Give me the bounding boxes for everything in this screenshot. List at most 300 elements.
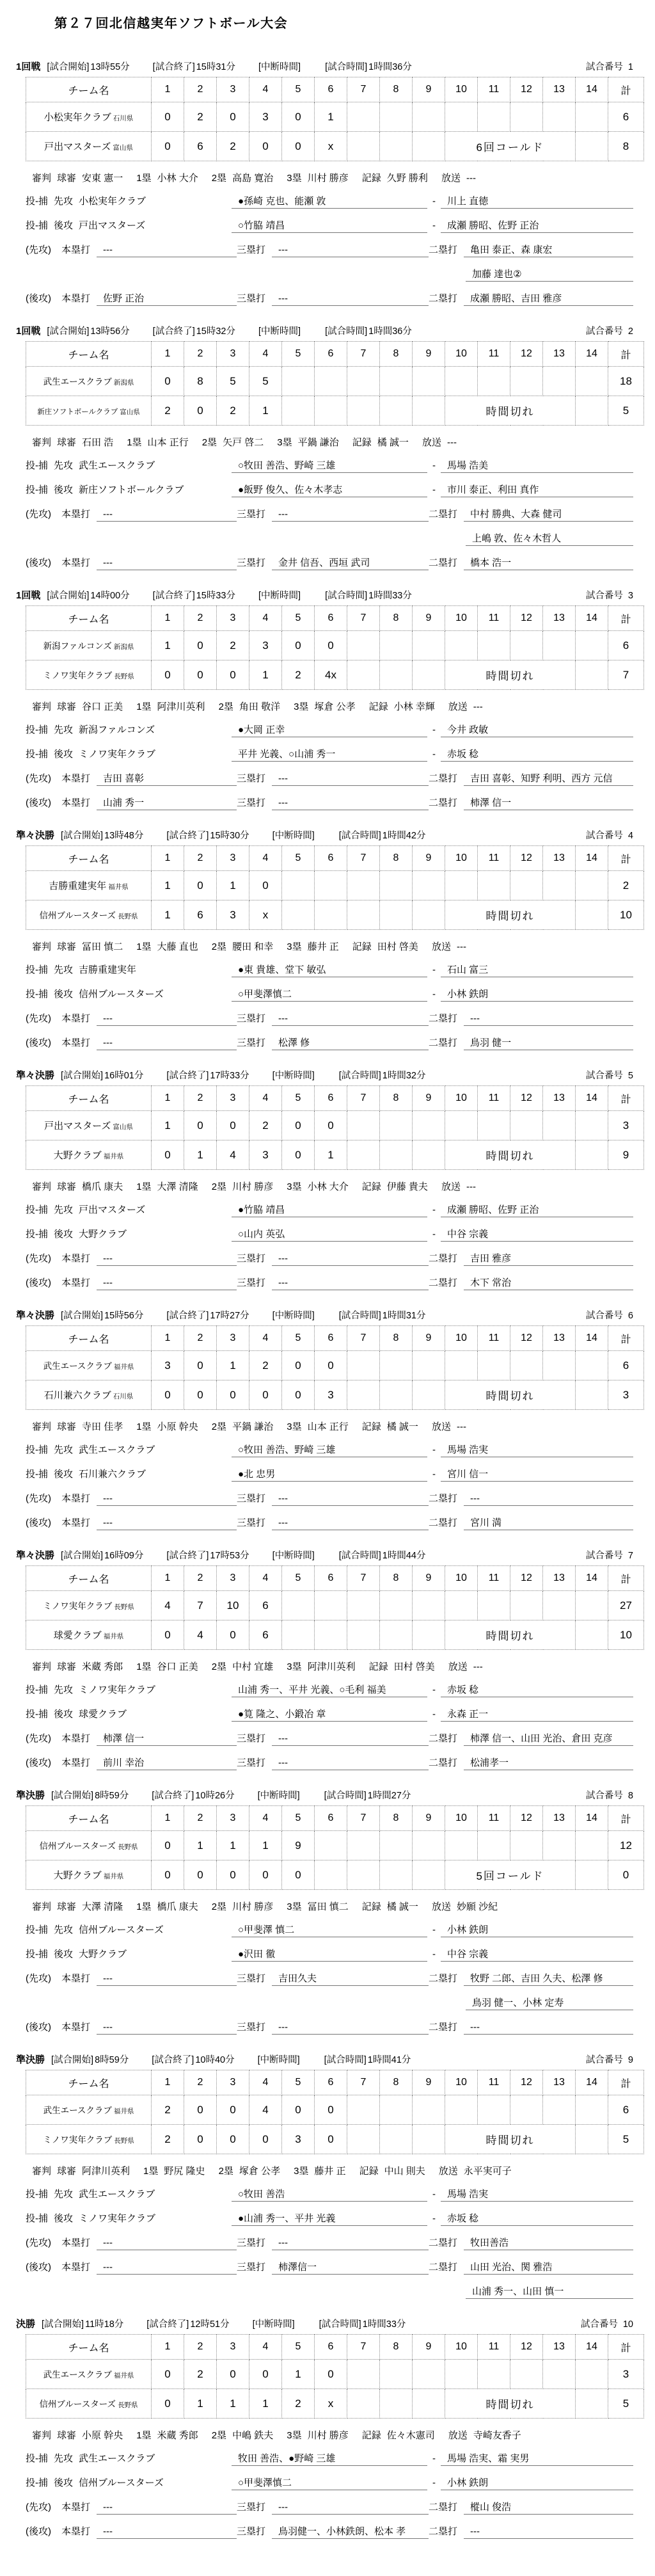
team-name-cell — [26, 1860, 152, 1890]
hr-names: --- — [97, 244, 237, 257]
game-number-value: 5 — [627, 1071, 633, 1081]
duration-pair — [319, 2317, 406, 2330]
team-name-cell — [26, 1620, 152, 1650]
inning-header-cell: 9 — [413, 342, 445, 367]
end-time-pair — [153, 324, 235, 337]
inning-header-cell: 3 — [217, 1086, 249, 1111]
game-number-label: 試合番号 — [585, 1791, 623, 1801]
double-names: --- — [464, 2525, 633, 2539]
first-base-name: 大澤 清隆 — [157, 1181, 198, 1192]
team-name: 武生エースクラブ — [43, 2370, 112, 2380]
catchers-field: 中谷 宗義 — [441, 1948, 633, 1962]
plate-umpire-name: 谷口 正美 — [82, 701, 123, 712]
second-base-label: 2塁 — [211, 173, 227, 184]
double-label: 二塁打 — [429, 2526, 458, 2537]
inning-score-cell: 0 — [282, 102, 315, 132]
inning-score-cell: 4 — [217, 1140, 249, 1170]
battery-left-bottom — [26, 220, 232, 232]
battery-left-top — [26, 2452, 232, 2465]
battery-side: 先攻 — [54, 196, 74, 207]
hr-label: 本塁打 — [61, 2526, 91, 2537]
team-prefecture: 石川県 — [113, 1393, 134, 1400]
team-name-cell — [26, 396, 152, 426]
double-label: 二塁打 — [429, 1973, 458, 1984]
hr-names: --- — [97, 2501, 237, 2515]
announcer-label: 放送 — [422, 437, 441, 448]
umpire-label: 審判 — [32, 941, 52, 952]
start-time-value: 14時00分 — [90, 591, 130, 601]
team-name: 武生エースクラブ — [43, 1361, 112, 1371]
total-header: 計 — [608, 2070, 644, 2095]
double-names: 成瀬 勝昭、吉田 雅彦 — [464, 292, 633, 306]
hr-names: --- — [97, 2021, 237, 2035]
battery-line-top — [26, 1444, 633, 1457]
inning-score-cell — [445, 102, 478, 132]
team-name-cell — [26, 367, 152, 396]
inning-score-cell: 3 — [217, 900, 249, 930]
hits-line-bottom — [26, 1517, 633, 1530]
team-name: 吉勝重建実年 — [49, 881, 107, 892]
triple-names: --- — [272, 1492, 429, 1506]
end-time-label: [試合終了] — [166, 1551, 209, 1561]
team-name: ミノワ実年クラブ — [43, 1601, 113, 1611]
battery-side: 先攻 — [54, 1204, 74, 1215]
triple-label: 三塁打 — [237, 2526, 266, 2537]
hits-side-label: (後攻) — [26, 2262, 51, 2273]
battery-label: 投-捕 — [26, 460, 48, 471]
double-label: 二塁打 — [429, 1757, 458, 1768]
start-time-pair — [61, 1548, 143, 1562]
inning-header-cell: 8 — [380, 1566, 413, 1591]
inning-score-cell: 0 — [217, 660, 249, 690]
catchers-field: 赤坂 稔 — [441, 2212, 633, 2226]
team-name-header: チーム名 — [26, 77, 152, 102]
game-block — [16, 2052, 633, 2299]
scorer-name: 橘 誠一 — [386, 1421, 418, 1432]
inning-score-cell: 1 — [315, 102, 347, 132]
inning-header-cell: 8 — [380, 1326, 413, 1351]
inning-header-cell: 3 — [217, 2070, 249, 2095]
interrupt-pair — [272, 1068, 316, 1082]
game-number-value: 4 — [627, 831, 633, 841]
inning-score-cell — [380, 2389, 413, 2419]
battery-dash: - — [432, 2477, 436, 2488]
inning-score-cell: 0 — [249, 2125, 282, 2154]
inning-header-cell: 7 — [347, 846, 380, 871]
battery-dash: - — [432, 749, 436, 760]
triple-names: --- — [272, 508, 429, 522]
game-header — [16, 1788, 633, 1802]
battery-dash: - — [432, 484, 436, 495]
end-time-pair — [152, 2052, 234, 2066]
announcer-name: --- — [466, 1181, 476, 1192]
team-prefecture: 福井県 — [113, 2372, 134, 2380]
first-base-label: 1塁 — [136, 173, 152, 184]
inning-header-cell: 8 — [380, 2335, 413, 2360]
battery-side: 先攻 — [54, 1924, 74, 1935]
hr-label: 本塁打 — [61, 1277, 91, 1288]
first-base-name: 大藤 直也 — [157, 941, 198, 952]
end-time-value: 17時53分 — [210, 1551, 249, 1561]
third-base-label: 3塁 — [277, 437, 292, 448]
inning-score-cell — [380, 2360, 413, 2389]
inning-header-cell: 12 — [510, 2335, 543, 2360]
plate-umpire-name: 冨田 慎二 — [82, 941, 123, 952]
team-name: 石川兼六クラブ — [43, 1390, 111, 1401]
third-base-label: 3塁 — [287, 1661, 302, 1672]
double-segment — [429, 1012, 633, 1026]
inning-score-cell — [380, 396, 413, 426]
inning-score-cell — [347, 2125, 380, 2154]
scorer-label: 記録 — [361, 1181, 381, 1192]
double-label: 二塁打 — [429, 509, 458, 520]
inning-header-cell: 6 — [315, 1086, 347, 1111]
announcer-name: --- — [446, 437, 457, 448]
start-time-value: 16時01分 — [104, 1071, 144, 1081]
inning-score-cell: 3 — [249, 1140, 282, 1170]
interrupt-pair — [272, 1308, 316, 1322]
double-label: 二塁打 — [429, 1037, 458, 1048]
inning-score-cell: 10 — [217, 1591, 249, 1620]
game-header — [16, 2052, 633, 2066]
first-base-name: 橋爪 康夫 — [157, 1901, 198, 1912]
triple-label: 三塁打 — [237, 2502, 266, 2513]
battery-side: 後攻 — [54, 1709, 74, 1720]
total-score-cell: 6 — [608, 1351, 644, 1380]
triple-label: 三塁打 — [237, 1253, 266, 1264]
duration-label: [試合時間] — [338, 1311, 381, 1321]
inning-score-cell: 2 — [152, 396, 184, 426]
inning-score-cell — [543, 1111, 576, 1140]
game-number — [586, 1068, 633, 1082]
team-name-header: チーム名 — [26, 2070, 152, 2095]
announcer-name: --- — [466, 173, 476, 184]
end-time-label: [試合終了] — [152, 2055, 194, 2065]
inning-header-cell: 1 — [152, 1326, 184, 1351]
end-time-pair — [166, 1068, 249, 1082]
interrupt-label: [中断時間] — [272, 1071, 315, 1081]
double-label: 二塁打 — [429, 293, 458, 304]
triple-names: --- — [272, 1732, 429, 1746]
battery-left-top — [26, 1684, 232, 1696]
team-prefecture: 富山県 — [120, 408, 140, 416]
triple-segment — [237, 1757, 429, 1770]
battery-dash: - — [432, 220, 436, 231]
pitchers-field: ●沢田 徹 — [232, 1948, 427, 1962]
inning-header-cell: 11 — [478, 1806, 510, 1831]
battery-left-bottom — [26, 1468, 232, 1480]
third-base-label: 3塁 — [287, 2430, 302, 2441]
battery-dash: - — [432, 1684, 436, 1695]
double-label: 二塁打 — [429, 1493, 458, 1504]
hits-line-top — [26, 508, 633, 522]
catchers-field: 宮川 信一 — [441, 1468, 633, 1482]
triple-label: 三塁打 — [237, 1277, 266, 1288]
inning-header-cell: 11 — [478, 77, 510, 102]
plate-umpire-name: 米蔵 秀郎 — [82, 1661, 123, 1672]
battery-dash: - — [432, 196, 436, 207]
total-score-cell: 18 — [608, 367, 644, 396]
start-time-label: [試合開始] — [51, 1791, 94, 1801]
third-base-name: 平鍋 謙治 — [297, 437, 339, 448]
battery-label: 投-捕 — [26, 1229, 48, 1240]
team-prefecture: 福井県 — [103, 1153, 124, 1160]
hr-label: 本塁打 — [61, 1517, 91, 1528]
battery-line-top — [26, 1684, 633, 1697]
inning-score-cell: 0 — [184, 1111, 217, 1140]
inning-header-cell: 14 — [576, 846, 608, 871]
hr-label: 本塁打 — [61, 1493, 91, 1504]
battery-left-bottom — [26, 1228, 232, 1240]
hr-names: --- — [97, 1277, 237, 1290]
inning-score-cell — [510, 367, 543, 396]
double-segment — [429, 1252, 633, 1266]
game-block — [16, 60, 633, 306]
scorer-label: 記録 — [361, 1421, 381, 1432]
first-base-label: 1塁 — [136, 2430, 152, 2441]
total-score-cell: 6 — [608, 631, 644, 660]
double-label: 二塁打 — [429, 1277, 458, 1288]
inning-score-cell: 9 — [282, 1831, 315, 1860]
inning-score-cell — [478, 1591, 510, 1620]
umpire-line — [26, 172, 633, 184]
battery-left-top — [26, 964, 232, 976]
team-name-header: チーム名 — [26, 342, 152, 367]
end-time-label: [試合終了] — [152, 62, 195, 72]
umpire-line — [26, 1421, 633, 1433]
scorer-name: 田村 啓美 — [393, 1661, 435, 1672]
inning-score-cell — [380, 1860, 413, 1890]
hr-names: --- — [97, 508, 237, 522]
total-score-cell: 27 — [608, 1591, 644, 1620]
battery-dash: - — [432, 1444, 436, 1455]
double-segment — [429, 1517, 633, 1530]
battery-team: 信州ブルースターズ — [79, 1924, 164, 1935]
total-score-cell: 6 — [608, 2095, 644, 2125]
inning-header-cell: 7 — [347, 2070, 380, 2095]
catchers-field: 赤坂 稔 — [441, 748, 633, 762]
double-names: 橋本 浩一 — [464, 557, 633, 570]
second-base-label: 2塁 — [218, 701, 233, 712]
inning-header-cell: 6 — [315, 2070, 347, 2095]
battery-side: 後攻 — [54, 749, 74, 760]
third-base-name: 塚倉 公孝 — [314, 701, 356, 712]
game-block — [16, 828, 633, 1050]
hr-names: --- — [97, 1517, 237, 1530]
start-time-label: [試合開始] — [47, 591, 90, 601]
battery-line-top — [26, 1924, 633, 1937]
plate-umpire-name: 小原 幹央 — [82, 2430, 123, 2441]
inning-score-cell — [445, 1591, 478, 1620]
hits-side-label: (後攻) — [26, 1277, 51, 1288]
game-header — [16, 1068, 633, 1082]
inning-header-cell: 13 — [543, 77, 576, 102]
end-time-value: 17時27分 — [210, 1311, 249, 1321]
triple-names: 松澤 修 — [272, 1037, 429, 1050]
inning-header-cell: 5 — [282, 77, 315, 102]
battery-line-top — [26, 195, 633, 209]
hits-side-label: (先攻) — [26, 244, 51, 255]
plate-umpire-name: 石田 浩 — [82, 437, 114, 448]
inning-header-cell: 12 — [510, 1806, 543, 1831]
battery-team: 大野クラブ — [79, 1229, 127, 1240]
second-base-name: 川村 勝彦 — [232, 1181, 274, 1192]
inning-header-cell: 2 — [184, 1326, 217, 1351]
inning-score-cell: x — [315, 132, 347, 161]
triple-label: 三塁打 — [237, 2022, 266, 2033]
announcer-name: 永平実可子 — [463, 2166, 512, 2177]
inning-score-cell: 1 — [184, 2389, 217, 2419]
inning-header-cell: 5 — [282, 846, 315, 871]
team-score-row — [26, 2360, 644, 2389]
hr-segment — [26, 2237, 237, 2250]
double-segment — [429, 772, 633, 786]
battery-line-bottom — [26, 2477, 633, 2490]
inning-header-cell: 14 — [576, 1806, 608, 1831]
game-number-value: 9 — [627, 2055, 633, 2065]
inning-score-cell: 0 — [184, 871, 217, 900]
battery-side: 先攻 — [54, 2453, 74, 2464]
triple-names: --- — [272, 1252, 429, 1266]
inning-score-cell: 0 — [152, 1831, 184, 1860]
hr-label: 本塁打 — [61, 2237, 91, 2248]
plate-umpire-label: 球審 — [57, 1901, 77, 1912]
scorer-label: 記録 — [361, 173, 381, 184]
inning-score-cell: 2 — [217, 132, 249, 161]
battery-line-top — [26, 2452, 633, 2466]
third-base-label: 3塁 — [287, 173, 302, 184]
team-name-cell — [26, 660, 152, 690]
inning-header-cell: 5 — [282, 1326, 315, 1351]
inning-score-cell — [478, 2360, 510, 2389]
scorer-name: 中山 則夫 — [384, 2166, 425, 2177]
game-end-note: 時間切れ — [445, 2125, 576, 2154]
battery-label: 投-捕 — [26, 1444, 48, 1455]
third-base-name: 冨田 慎二 — [307, 1901, 349, 1912]
hits-side-label: (後攻) — [26, 1757, 51, 1768]
hr-names: 吉田 喜彰 — [97, 772, 237, 786]
inning-score-cell — [576, 2095, 608, 2125]
hits-line-bottom — [26, 2021, 633, 2035]
inning-score-cell — [347, 2095, 380, 2125]
double-segment — [429, 1732, 633, 1746]
triple-segment — [237, 2237, 429, 2250]
second-base-label: 2塁 — [211, 2430, 227, 2441]
catchers-field: 小林 鉄朗 — [441, 2477, 633, 2490]
hits-side-label: (先攻) — [26, 2237, 51, 2248]
inning-header-cell: 7 — [347, 1326, 380, 1351]
plate-umpire-label: 球審 — [57, 2166, 77, 2177]
game-block — [16, 1548, 633, 1770]
inning-header-cell: 10 — [445, 606, 478, 631]
double-label: 二塁打 — [429, 1733, 458, 1744]
inning-header-cell: 12 — [510, 342, 543, 367]
team-score-row — [26, 871, 644, 900]
inning-header-cell: 10 — [445, 2335, 478, 2360]
battery-dash: - — [432, 2189, 436, 2200]
inning-score-cell — [445, 1831, 478, 1860]
umpire-line — [26, 2429, 633, 2442]
double-names: 宮川 満 — [464, 1517, 633, 1530]
inning-header-cell: 13 — [543, 2070, 576, 2095]
scorer-name: 久野 勝利 — [386, 173, 428, 184]
duration-label: [試合時間] — [338, 1071, 381, 1081]
catchers-field: 石山 富三 — [441, 964, 633, 977]
hr-segment — [26, 1972, 237, 1986]
double-names-continued — [26, 532, 633, 546]
inning-header-cell: 5 — [282, 1566, 315, 1591]
hr-label: 本塁打 — [61, 2262, 91, 2273]
inning-score-cell: 1 — [217, 2389, 249, 2419]
triple-names: 柿澤信一 — [272, 2261, 429, 2275]
inning-score-cell — [413, 1140, 445, 1170]
double-label: 二塁打 — [429, 2262, 458, 2273]
inning-score-cell: 0 — [184, 1380, 217, 1410]
start-time-pair — [61, 828, 143, 842]
hits-line-top — [26, 2501, 633, 2515]
team-score-row — [26, 660, 644, 690]
start-time-value: 16時09分 — [104, 1551, 144, 1561]
interrupt-pair — [258, 60, 302, 73]
hits-side-label: (先攻) — [26, 773, 51, 784]
game-number — [586, 1308, 633, 1322]
battery-team: 戸出マスターズ — [79, 220, 146, 231]
pitchers-field: 牧田 善浩、●野崎 三雄 — [232, 2452, 427, 2466]
hits-side-label: (先攻) — [26, 1253, 51, 1264]
game-number — [586, 588, 633, 602]
hr-label: 本塁打 — [61, 1973, 91, 1984]
double-segment — [429, 2525, 633, 2539]
inning-header-cell: 8 — [380, 606, 413, 631]
inning-score-cell — [380, 1351, 413, 1380]
battery-team: 新潟ファルコンズ — [79, 724, 155, 735]
battery-left-bottom — [26, 484, 232, 496]
duration-label: [試合時間] — [325, 591, 368, 601]
battery-line-bottom — [26, 988, 633, 1002]
double-names-extra: 上嶋 敦、佐々木哲人 — [466, 532, 633, 546]
score-table-body — [26, 2335, 644, 2419]
duration-label: [試合時間] — [324, 1791, 367, 1801]
start-time-value: 8時59分 — [95, 2055, 129, 2065]
plate-umpire-name: 安東 憲一 — [82, 173, 123, 184]
scorer-name: 伊藤 貴夫 — [386, 1181, 428, 1192]
inning-header-cell: 1 — [152, 2335, 184, 2360]
score-table-body — [26, 342, 644, 426]
inning-score-cell: 1 — [249, 660, 282, 690]
start-time-label: [試合開始] — [61, 1071, 104, 1081]
inning-header-cell: 14 — [576, 2070, 608, 2095]
inning-score-cell — [445, 367, 478, 396]
double-names: 亀田 泰正、森 康宏 — [464, 244, 633, 257]
battery-dash: - — [432, 1949, 436, 1960]
interrupt-label: [中断時間] — [272, 831, 315, 841]
inning-header-cell: 2 — [184, 1566, 217, 1591]
umpire-label: 審判 — [32, 701, 52, 712]
score-table-body — [26, 846, 644, 930]
score-table — [26, 605, 644, 690]
team-prefecture: 長野県 — [118, 1843, 138, 1851]
team-name-header: チーム名 — [26, 846, 152, 871]
inning-score-cell — [510, 2095, 543, 2125]
duration-value: 1時間33分 — [362, 2319, 406, 2330]
battery-dash: - — [432, 1709, 436, 1720]
inning-score-cell — [478, 1111, 510, 1140]
second-base-label: 2塁 — [211, 941, 227, 952]
hits-line-bottom — [26, 797, 633, 810]
first-base-label: 1塁 — [136, 941, 152, 952]
first-base-label: 1塁 — [143, 2166, 159, 2177]
double-label: 二塁打 — [429, 2237, 458, 2248]
